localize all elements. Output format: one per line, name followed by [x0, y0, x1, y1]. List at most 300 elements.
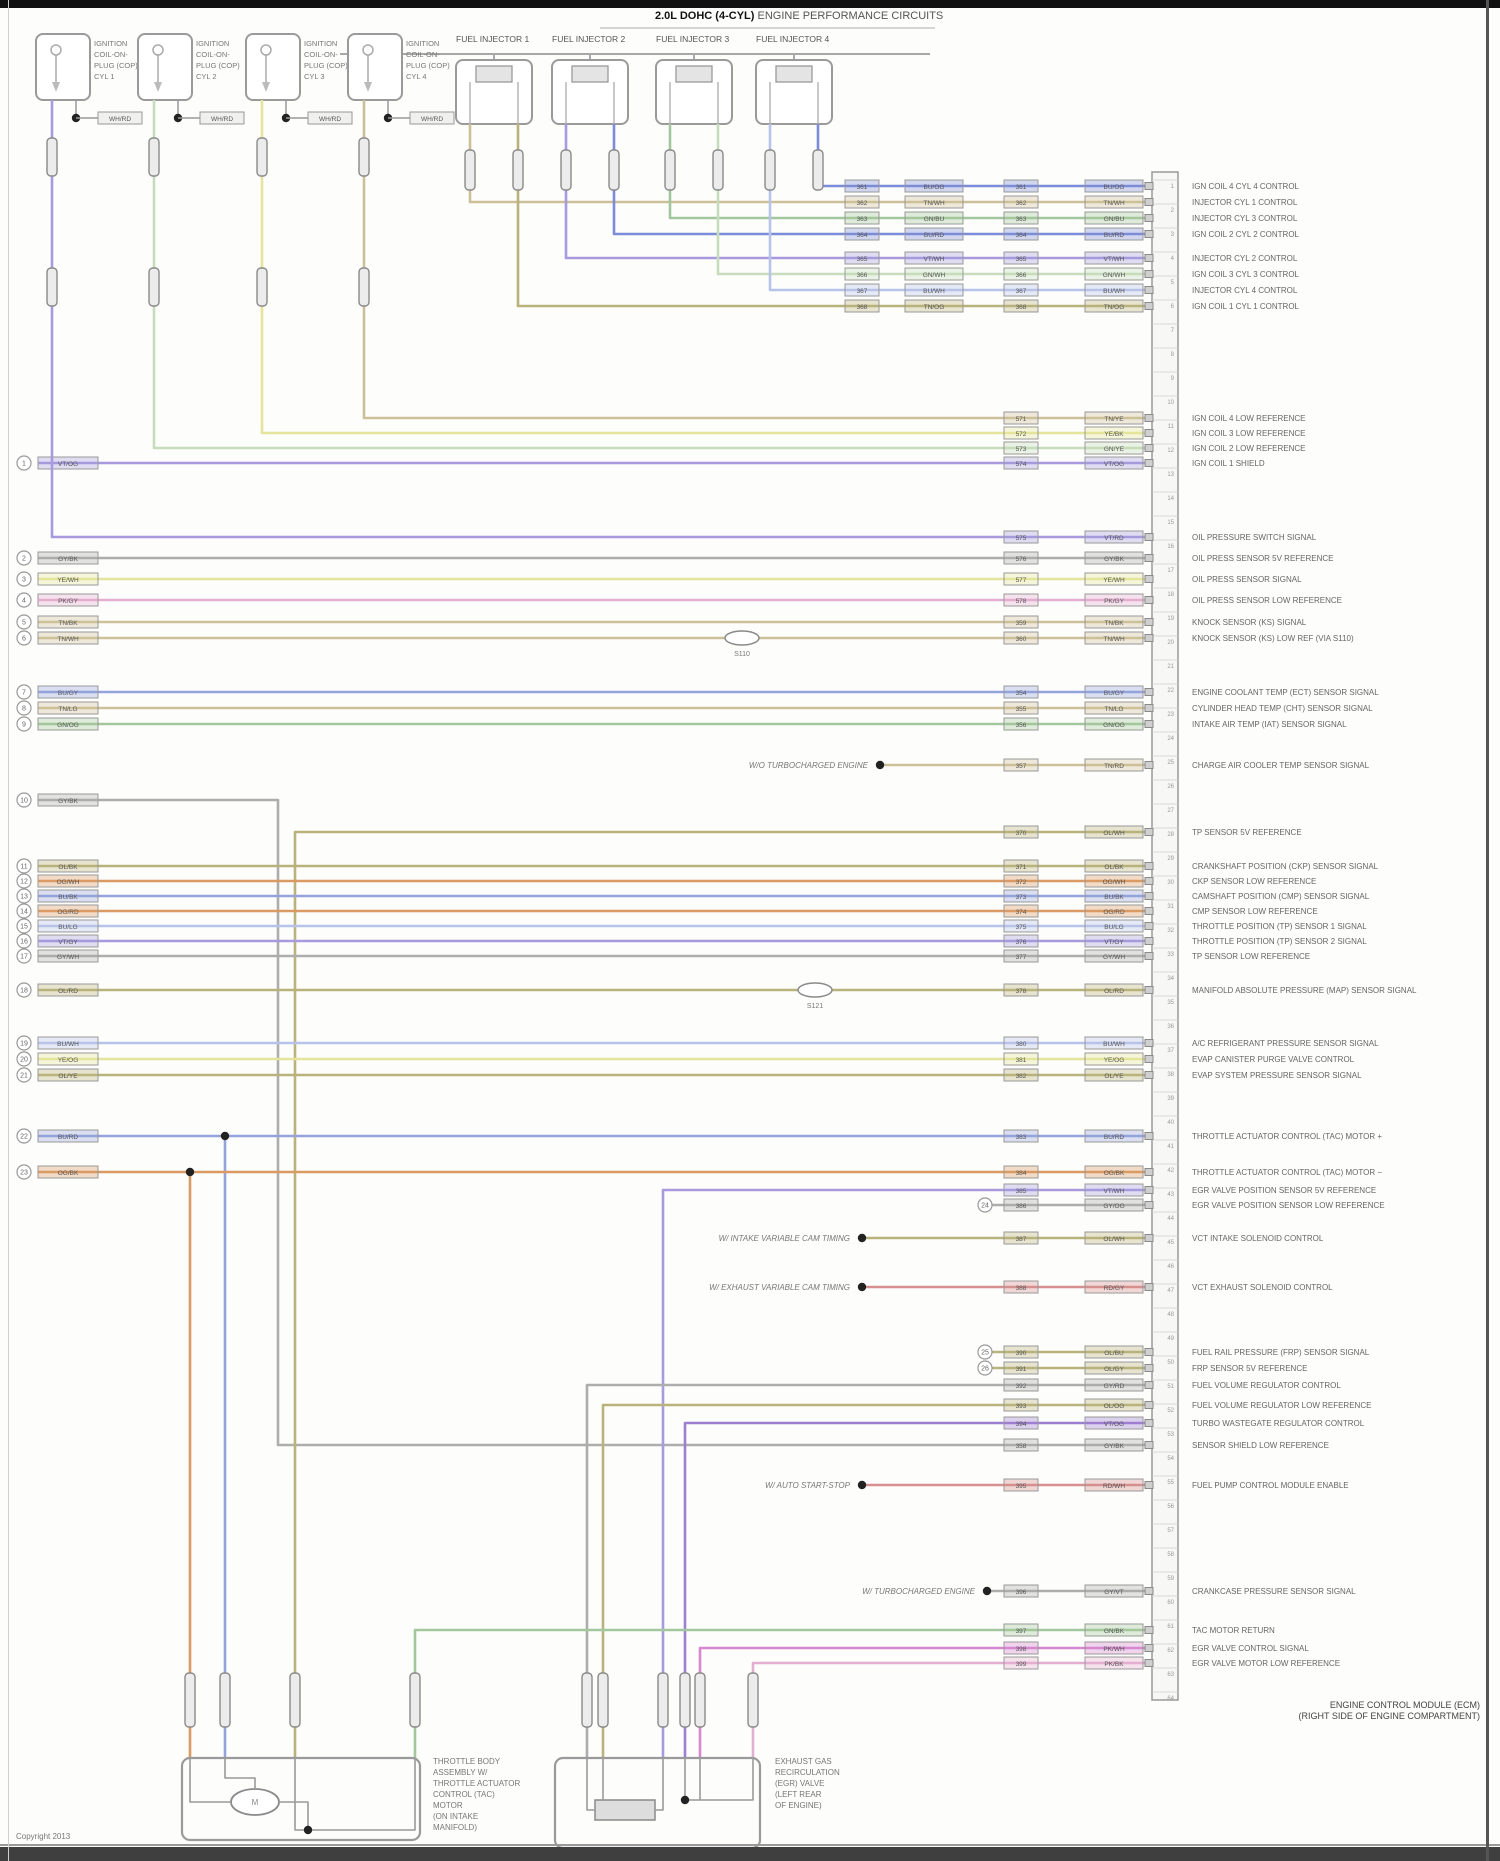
circuit-number-box-text: 358 [1015, 1443, 1027, 1450]
bottom-inline-connector [290, 1673, 300, 1727]
ecm-signal-label: IGN COIL 3 LOW REFERENCE [1192, 429, 1306, 438]
color-code-box-text: TN/WH [923, 200, 945, 207]
ecm-pin-number: 41 [1167, 1144, 1174, 1150]
coil-inline-connector [257, 268, 267, 306]
ecm-pin-number: 49 [1167, 1336, 1174, 1342]
ecm-pin-number: 53 [1167, 1432, 1174, 1438]
ecm-pin-nub [1145, 1169, 1153, 1176]
left-connector-code-box-text: GY/BK [58, 798, 78, 805]
ecm-pin-nub [1145, 721, 1153, 728]
color-code-box-text: BU/WH [923, 288, 945, 295]
color-code-box-text: VT/WH [1103, 1188, 1125, 1195]
ecm-pin-number: 6 [1170, 304, 1174, 310]
circuit-number-box-text: 363 [856, 216, 868, 223]
ecm-pin-number: 29 [1167, 856, 1174, 862]
ignition-coil-3 [246, 34, 300, 100]
page-ref-number: 1 [22, 460, 26, 468]
ecm-pin-nub [1145, 430, 1153, 437]
egr-label-line: RECIRCULATION [775, 1768, 840, 1777]
ecm-pin-nub [1145, 1588, 1153, 1595]
ecm-pin-nub [1145, 445, 1153, 452]
circuit-number-box-text: 372 [1015, 879, 1027, 886]
ecm-pin-number: 44 [1167, 1216, 1174, 1222]
ecm-signal-label: TP SENSOR 5V REFERENCE [1192, 828, 1302, 837]
ecm-pin-number: 43 [1167, 1192, 1174, 1198]
ecm-signal-label: CRANKSHAFT POSITION (CKP) SENSOR SIGNAL [1192, 862, 1379, 871]
diagram-title-bold: 2.0L DOHC (4-CYL) [655, 10, 755, 22]
left-connector-code-box-text: OG/WH [56, 879, 80, 886]
ecm-pin-number: 16 [1167, 544, 1174, 550]
color-code-box-text: BU/RD [1103, 232, 1125, 239]
color-code-box-text: GY/OG [1103, 1203, 1125, 1210]
ecm-pin-nub [1145, 1349, 1153, 1356]
ecm-pin-number: 21 [1167, 664, 1174, 670]
ecm-pin-number: 59 [1167, 1576, 1174, 1582]
injector-header-label: FUEL INJECTOR 2 [552, 34, 626, 44]
ecm-signal-label: FUEL VOLUME REGULATOR LOW REFERENCE [1192, 1401, 1372, 1410]
circuit-number-box-text: 376 [1015, 939, 1027, 946]
coil-label-line: COIL-ON- [94, 50, 128, 59]
color-code-box-text: TN/LG [1104, 706, 1124, 713]
circuit-number-box-text: 370 [1015, 830, 1027, 837]
ecm-pin-number: 52 [1167, 1408, 1174, 1414]
color-code-box-text: GY/RD [1103, 1383, 1125, 1390]
coil-label-line: IGNITION [196, 39, 230, 48]
injector-coil-symbol [676, 66, 712, 82]
coil-label-line: IGNITION [94, 39, 128, 48]
wire-575 [52, 100, 1152, 537]
ecm-pin-nub [1145, 1202, 1153, 1209]
ecm-label-line2: (RIGHT SIDE OF ENGINE COMPARTMENT) [1298, 1711, 1480, 1721]
color-code-box-text: GN/WH [1102, 272, 1126, 279]
ecm-pin-number: 14 [1167, 496, 1174, 502]
circuit-number-box-text: 397 [1015, 1628, 1027, 1635]
circuit-number-box-text: 388 [1015, 1285, 1027, 1292]
injector-inline-connector [609, 150, 619, 190]
ecm-pin-nub [1145, 1627, 1153, 1634]
bottom-border-bar [0, 1847, 1500, 1861]
circuit-number-box-text: 359 [1015, 620, 1027, 627]
circuit-number-box-text: 576 [1015, 556, 1027, 563]
circuit-number-box-text: 363 [1015, 216, 1027, 223]
throttle-ground-dot [304, 1826, 312, 1834]
color-code-box-text: TN/OG [1103, 304, 1125, 311]
ecm-pin-nub [1145, 597, 1153, 604]
ecm-pin-number: 22 [1167, 688, 1174, 694]
throttle-internal-wire [225, 1758, 255, 1789]
page-ref-number: 16 [20, 938, 28, 946]
circuit-number-box-text: 378 [1015, 988, 1027, 995]
color-code-box-text: BU/RD [1103, 1134, 1125, 1141]
ecm-pin-nub [1145, 255, 1153, 262]
ecm-pin-number: 24 [1167, 736, 1174, 742]
ecm-pin-nub [1145, 923, 1153, 930]
ecm-signal-label: A/C REFRIGERANT PRESSURE SENSOR SIGNAL [1192, 1039, 1379, 1048]
ecm-signal-label: VCT EXHAUST SOLENOID CONTROL [1192, 1283, 1333, 1292]
circuit-number-box-text: 365 [856, 256, 868, 263]
ecm-pin-nub [1145, 1365, 1153, 1372]
color-code-box-text: TN/OG [923, 304, 945, 311]
bottom-rule [0, 1844, 1500, 1846]
circuit-number-box-text: 386 [1015, 1203, 1027, 1210]
color-code-box-text: GN/OG [1103, 722, 1125, 729]
ecm-pin-number: 5 [1170, 280, 1174, 286]
ecm-signal-label: IGN COIL 3 CYL 3 CONTROL [1192, 270, 1299, 279]
color-code-box-text: BU/OG [1103, 184, 1125, 191]
left-connector-code-box-text: VT/OG [57, 461, 79, 468]
ecm-pin-nub [1145, 953, 1153, 960]
circuit-number-box-text: 361 [1015, 184, 1027, 191]
left-connector-code-box-text: OG/RD [57, 909, 79, 916]
bottom-inline-connector [658, 1673, 668, 1727]
throttle-label-line: THROTTLE BODY [433, 1757, 501, 1766]
ecm-pin-number: 18 [1167, 592, 1174, 598]
ecm-signal-label: FRP SENSOR 5V REFERENCE [1192, 1364, 1308, 1373]
circuit-number-box-text: 572 [1015, 431, 1027, 438]
color-code-box-text: YE/OG [1103, 1057, 1125, 1064]
circuit-number-box-text: 381 [1015, 1057, 1027, 1064]
color-code-box-text: YE/BK [1104, 431, 1124, 438]
ecm-pin-nub [1145, 908, 1153, 915]
ecm-pin-nub [1145, 878, 1153, 885]
color-code-box-text: OL/WH [1103, 1236, 1125, 1243]
color-code-box-text: GN/BU [923, 216, 945, 223]
ecm-signal-label: KNOCK SENSOR (KS) LOW REF (VIA S110) [1192, 634, 1354, 643]
ecm-pin-nub [1145, 1056, 1153, 1063]
egr-junction-dot [681, 1796, 689, 1804]
ecm-pin-number: 20 [1167, 640, 1174, 646]
throttle-label-line: THROTTLE ACTUATOR [433, 1779, 521, 1788]
circuit-number-box-text: 395 [1015, 1483, 1027, 1490]
ecm-signal-label: CYLINDER HEAD TEMP (CHT) SENSOR SIGNAL [1192, 704, 1373, 713]
junction-dot [858, 1234, 866, 1242]
ecm-pin-nub [1145, 635, 1153, 642]
circuit-number-box-text: 367 [856, 288, 868, 295]
coil-inline-connector [359, 138, 369, 176]
page-ref-number: 23 [20, 1169, 28, 1177]
ecm-signal-label: FUEL VOLUME REGULATOR CONTROL [1192, 1381, 1341, 1390]
circuit-number-box-text: 391 [1015, 1366, 1027, 1373]
ecm-pin-number: 30 [1167, 880, 1174, 886]
wire-361 [818, 124, 1152, 186]
color-code-box-text: BU/WH [1103, 288, 1125, 295]
circuit-number-box-text: 383 [1015, 1134, 1027, 1141]
page-ref-number: 14 [20, 908, 28, 916]
circuit-number-box-text: 371 [1015, 864, 1027, 871]
ecm-signal-label: EVAP SYSTEM PRESSURE SENSOR SIGNAL [1192, 1071, 1362, 1080]
page-ref-number: 2 [22, 555, 26, 563]
ignition-coil-2 [138, 34, 192, 100]
left-connector-code-box-text: OG/BK [57, 1170, 79, 1177]
ecm-pin-nub [1145, 938, 1153, 945]
circuit-number-box-text: 578 [1015, 598, 1027, 605]
ecm-pin-nub [1145, 199, 1153, 206]
ecm-pin-number: 3 [1170, 232, 1174, 238]
ecm-signal-label: THROTTLE ACTUATOR CONTROL (TAC) MOTOR − [1192, 1168, 1383, 1177]
color-code-box-text: TN/WH [1103, 636, 1125, 643]
ecm-label-line1: ENGINE CONTROL MODULE (ECM) [1329, 1700, 1480, 1710]
ecm-pin-nub [1145, 1072, 1153, 1079]
circuit-number-box-text: 394 [1015, 1421, 1027, 1428]
injector-header-label: FUEL INJECTOR 1 [456, 34, 530, 44]
wire-392 [587, 1385, 1152, 1758]
circuit-number-box-text: 361 [856, 184, 868, 191]
egr-label-line: (LEFT REAR [775, 1790, 822, 1799]
ecm-signal-label: IGN COIL 2 LOW REFERENCE [1192, 444, 1306, 453]
bottom-inline-connector [695, 1673, 705, 1727]
throttle-internal-wire [295, 1758, 308, 1830]
left-border [8, 0, 9, 1861]
ecm-signal-label: INJECTOR CYL 2 CONTROL [1192, 254, 1298, 263]
left-connector-code-box-text: TN/BK [58, 620, 78, 627]
page-ref-number: 13 [20, 893, 28, 901]
wire-370 [295, 832, 1152, 1758]
ecm-pin-nub [1145, 1235, 1153, 1242]
ecm-signal-label: EGR VALVE MOTOR LOW REFERENCE [1192, 1659, 1341, 1668]
throttle-internal-wire [279, 1802, 308, 1830]
ecm-pin-nub [1145, 460, 1153, 467]
wire-385 [663, 1190, 1152, 1758]
egr-internal-wire [587, 1758, 595, 1810]
bottom-inline-connector [748, 1673, 758, 1727]
circuit-number-box-text: 373 [1015, 894, 1027, 901]
coil-feed-code-box-text: WH/RD [420, 116, 444, 123]
ecm-pin-nub [1145, 576, 1153, 583]
circuit-number-box-text: 399 [1015, 1661, 1027, 1668]
coil-label-line: COIL-ON- [196, 50, 230, 59]
egr-label-line: OF ENGINE) [775, 1801, 822, 1810]
color-code-box-text: BU/BK [1104, 894, 1124, 901]
color-code-box-text: TN/BK [1104, 620, 1124, 627]
junction-dot [858, 1481, 866, 1489]
coil-label-line: CYL 3 [304, 72, 325, 81]
page-ref-number: 8 [22, 705, 26, 713]
color-code-box-text: VT/WH [1103, 256, 1125, 263]
color-code-box-text: TN/YE [1104, 416, 1124, 423]
ecm-pin-number: 12 [1167, 448, 1174, 454]
ecm-pin-number: 36 [1167, 1024, 1174, 1030]
color-code-box-text: PK/GY [1104, 598, 1124, 605]
color-code-box-text: BU/WH [1103, 1041, 1125, 1048]
egr-valve-symbol [595, 1800, 655, 1820]
ecm-signal-label: INJECTOR CYL 4 CONTROL [1192, 286, 1298, 295]
ecm-signal-label: IGN COIL 1 CYL 1 CONTROL [1192, 302, 1299, 311]
coil-feed-code-box-text: WH/RD [210, 116, 234, 123]
page-ref-number: 26 [981, 1365, 989, 1373]
ecm-pin-nub [1145, 1645, 1153, 1652]
ecm-pin-number: 63 [1167, 1672, 1174, 1678]
splice-symbol [798, 983, 832, 997]
ecm-pin-number: 28 [1167, 832, 1174, 838]
ecm-pin-number: 37 [1167, 1048, 1174, 1054]
coil-label-line: IGNITION [304, 39, 338, 48]
ecm-pin-nub [1145, 1482, 1153, 1489]
ecm-pin-number: 45 [1167, 1240, 1174, 1246]
page-ref-number: 22 [20, 1133, 28, 1141]
ignition-coil-1 [36, 34, 90, 100]
ecm-pin-nub [1145, 231, 1153, 238]
ecm-pin-nub [1145, 893, 1153, 900]
ecm-pin-number: 40 [1167, 1120, 1174, 1126]
injector-header-label: FUEL INJECTOR 3 [656, 34, 730, 44]
ecm-signal-label: IGN COIL 4 LOW REFERENCE [1192, 414, 1306, 423]
injector-inline-connector [765, 150, 775, 190]
left-connector-code-box-text: YE/OG [57, 1057, 79, 1064]
ecm-pin-number: 23 [1167, 712, 1174, 718]
ecm-pin-number: 47 [1167, 1288, 1174, 1294]
ecm-pin-number: 39 [1167, 1096, 1174, 1102]
color-code-box-text: GY/WH [1102, 954, 1126, 961]
ecm-pin-nub [1145, 689, 1153, 696]
page-ref-number: 24 [981, 1202, 989, 1210]
circuit-number-box-text: 382 [1015, 1073, 1027, 1080]
injector-inline-connector [513, 150, 523, 190]
bottom-inline-connector [680, 1673, 690, 1727]
page-ref-number: 21 [20, 1072, 28, 1080]
circuit-number-box-text: 362 [856, 200, 868, 207]
page-ref-number: 17 [20, 953, 28, 961]
page-ref-number: 19 [20, 1040, 28, 1048]
ecm-pin-nub [1145, 1133, 1153, 1140]
coil-label-line: COIL-ON- [304, 50, 338, 59]
color-code-box-text: VT/OG [1103, 461, 1125, 468]
circuit-number-box-text: 368 [856, 304, 868, 311]
left-connector-code-box-text: PK/GY [58, 598, 78, 605]
ecm-signal-label: CMP SENSOR LOW REFERENCE [1192, 907, 1318, 916]
egr-internal-wire [685, 1758, 753, 1800]
color-code-box-text: YE/WH [1103, 577, 1125, 584]
ecm-pin-number: 9 [1170, 376, 1174, 382]
page-ref-number: 12 [20, 878, 28, 886]
coil-label-line: COIL-ON- [406, 50, 440, 59]
left-connector-code-box-text: YE/WH [57, 577, 79, 584]
left-connector-code-box-text: TN/WH [57, 636, 79, 643]
ecm-signal-label: OIL PRESS SENSOR 5V REFERENCE [1192, 554, 1334, 563]
color-code-box-text: BU/LG [1104, 924, 1124, 931]
ecm-pin-nub [1145, 183, 1153, 190]
color-code-box-text: GN/BU [1103, 216, 1125, 223]
coil-inline-connector [257, 138, 267, 176]
ecm-pin-number: 48 [1167, 1312, 1174, 1318]
ecm-pin-number: 13 [1167, 472, 1174, 478]
throttle-label-line: MOTOR [433, 1801, 463, 1810]
circuit-number-box-text: 362 [1015, 200, 1027, 207]
circuit-number-box-text: 365 [1015, 256, 1027, 263]
ecm-pin-number: 2 [1170, 208, 1174, 214]
ecm-pin-number: 56 [1167, 1504, 1174, 1510]
ecm-pin-number: 4 [1170, 256, 1174, 262]
color-code-box-text: OL/OG [1103, 1403, 1125, 1410]
junction-dot [876, 761, 884, 769]
left-connector-code-box-text: BU/WH [57, 1041, 79, 1048]
color-code-box-text: BU/RD [923, 232, 945, 239]
circuit-number-box-text: 573 [1015, 446, 1027, 453]
coil-label-line: PLUG (COP) [196, 61, 240, 70]
ecm-pin-nub [1145, 863, 1153, 870]
ecm-pin-nub [1145, 415, 1153, 422]
ecm-signal-label: THROTTLE ACTUATOR CONTROL (TAC) MOTOR + [1192, 1132, 1383, 1141]
page-ref-number: 10 [20, 797, 28, 805]
page-ref-number: 3 [22, 576, 26, 584]
ecm-pin-nub [1145, 1402, 1153, 1409]
ecm-signal-label: INJECTOR CYL 1 CONTROL [1192, 198, 1298, 207]
ecm-signal-label: FUEL PUMP CONTROL MODULE ENABLE [1192, 1481, 1349, 1490]
ecm-pin-number: 46 [1167, 1264, 1174, 1270]
circuit-number-box-text: 366 [856, 272, 868, 279]
circuit-number-box-text: 385 [1015, 1188, 1027, 1195]
coil-label-line: PLUG (COP) [304, 61, 348, 70]
ecm-pin-number: 58 [1167, 1552, 1174, 1558]
ecm-pin-nub [1145, 1382, 1153, 1389]
color-code-box-text: TN/WH [1103, 200, 1125, 207]
circuit-number-box-text: 368 [1015, 304, 1027, 311]
circuit-number-box-text: 396 [1015, 1589, 1027, 1596]
circuit-number-box-text: 367 [1015, 288, 1027, 295]
copyright-text: Copyright 2013 [16, 1832, 71, 1841]
ecm-pin-nub [1145, 555, 1153, 562]
throttle-box [182, 1758, 420, 1840]
ecm-signal-label: EGR VALVE POSITION SENSOR 5V REFERENCE [1192, 1186, 1377, 1195]
ecm-signal-label: EVAP CANISTER PURGE VALVE CONTROL [1192, 1055, 1355, 1064]
junction-dot [983, 1587, 991, 1595]
option-note: W/ TURBOCHARGED ENGINE [862, 1587, 975, 1596]
circuit-number-box-text: 387 [1015, 1236, 1027, 1243]
bottom-inline-connector [582, 1673, 592, 1727]
ecm-pin-number: 33 [1167, 952, 1174, 958]
ecm-pin-nub [1145, 1284, 1153, 1291]
injector-header-label: FUEL INJECTOR 4 [756, 34, 830, 44]
color-code-box-text: GN/WH [922, 272, 946, 279]
left-connector-code-box-text: OL/BK [58, 864, 78, 871]
junction-dot [858, 1283, 866, 1291]
coil-label-line: CYL 4 [406, 72, 427, 81]
ecm-pin-nub [1145, 705, 1153, 712]
left-connector-code-box-text: TN/LG [58, 706, 78, 713]
ecm-pin-number: 27 [1167, 808, 1174, 814]
ecm-signal-label: EGR VALVE CONTROL SIGNAL [1192, 1644, 1309, 1653]
ecm-pin-nub [1145, 619, 1153, 626]
page-ref-number: 9 [22, 721, 26, 729]
ecm-pin-number: 61 [1167, 1624, 1174, 1630]
injector-inline-connector [713, 150, 723, 190]
bottom-inline-connector [598, 1673, 608, 1727]
left-connector-code-box-text: BU/BK [58, 894, 78, 901]
option-note: W/ EXHAUST VARIABLE CAM TIMING [709, 1283, 850, 1292]
ecm-pin-number: 31 [1167, 904, 1174, 910]
left-connector-code-box-text: BU/LG [58, 924, 78, 931]
color-code-box-text: PK/WH [1103, 1646, 1125, 1653]
ecm-pin-number: 57 [1167, 1528, 1174, 1534]
color-code-box-text: RD/WH [1102, 1483, 1126, 1490]
ecm-pin-number: 15 [1167, 520, 1174, 526]
ecm-pin-nub [1145, 987, 1153, 994]
ecm-signal-label: VCT INTAKE SOLENOID CONTROL [1192, 1234, 1324, 1243]
ecm-pin-number: 19 [1167, 616, 1174, 622]
coil-inline-connector [359, 268, 369, 306]
ecm-signal-label: THROTTLE POSITION (TP) SENSOR 1 SIGNAL [1192, 922, 1367, 931]
circuit-number-box-text: 377 [1015, 954, 1027, 961]
ecm-pin-number: 35 [1167, 1000, 1174, 1006]
egr-internal-wire [655, 1758, 663, 1810]
circuit-number-box-text: 357 [1015, 763, 1027, 770]
ignition-coil-4 [348, 34, 402, 100]
page-ref-number: 5 [22, 619, 26, 627]
coil-feed-code-box-text: WH/RD [318, 116, 342, 123]
circuit-number-box-text: 577 [1015, 577, 1027, 584]
ecm-signal-label: EGR VALVE POSITION SENSOR LOW REFERENCE [1192, 1201, 1385, 1210]
ecm-pin-number: 42 [1167, 1168, 1174, 1174]
color-code-box-text: VT/WH [923, 256, 945, 263]
